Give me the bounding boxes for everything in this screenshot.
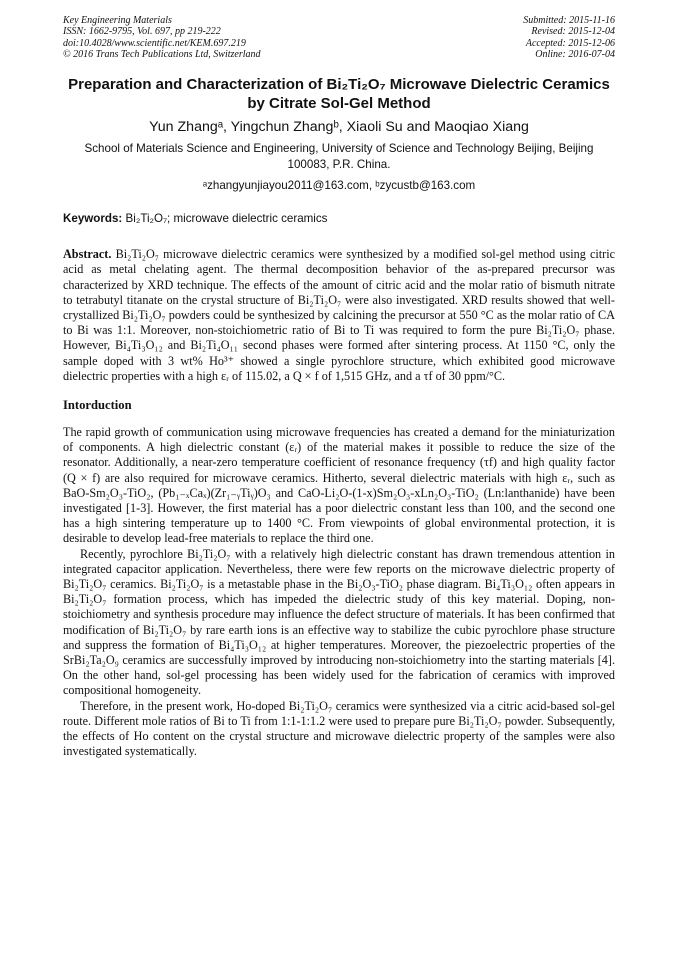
paper-title: Preparation and Characterization of Bi₂Ti₂O₇ Microwave Dielectric Ceramics by Citrate Sol-Gel Method <box>68 76 610 113</box>
abstract-text: Bi₂Ti₂O₇ microwave dielectric ceramics were synthesized by a modified sol-gel method using citric acid as metal chelating agent. The thermal decomposition behavior of the as-prepared precursor was characterized by XRD technique. The effects of the amount of citric acid and the molar ratio of bismuth nitrate to tetrabutyl titanate on the crystal structure of Bi₂Ti₂O₇ were also investigated. XRD results showed that well-crystallized Bi₂Ti₂O₇ powders could be synthesized by calcining the precursor at 550 °C as the molar ratio of CA to Bi was 1:1. Moreover, non-stoichiometric ratio of Bi to Ti was required to form the pure Bi₂Ti₂O₇ phase. However, Bi₄Ti₃O₁₂ and Bi₂Ti₄O₁₁ second phases were formed after sintering process. At 1150 °C, only the sample doped with 3 wt% Ho³⁺ showed a single pyrochlore structure, which exhibited good microwave dielectric properties with a high εᵣ of 115.02, a Q × f of 1,515 GHz, and a τf of 30 ppm/°C. <box>63 247 615 383</box>
abstract <box>63 247 615 384</box>
paper-page <box>63 15 615 759</box>
revised-date: Revised: 2015-12-04 <box>531 26 615 38</box>
copyright-line: © 2016 Trans Tech Publications Ltd, Switzerland <box>63 48 261 60</box>
keywords <box>63 212 615 226</box>
keywords-label: Keywords: <box>63 212 123 226</box>
keywords-text: Bi₂Ti₂O₇; microwave dielectric ceramics <box>125 212 328 226</box>
journal-name: Key Engineering Materials <box>63 15 172 26</box>
author-list: Yun Zhangᵃ, Yingchun Zhangᵇ, Xiaoli Su and Maoqiao Xiang <box>149 119 529 136</box>
intro-paragraph-1: The rapid growth of communication using microwave frequencies has created a demand for the miniaturization of components. A high dielectric constant (εᵣ) of the material makes it possible to reduce the size of the resonator. Additionally, a near-zero temperature coefficient of resonance frequency (τf) and high quality factor (Q × f) are also required for microwave ceramics. Hitherto, several dielectric materials with high εᵣ, such as BaO-Sm₂O₃-TiO₂, (Pb₁₋ₓCaₓ)(Zr₁₋ᵧTiᵧ)O₃ and CaO-Li₂O-(1-x)Sm₂O₃-xLn₂O₃-TiO₂ (Ln:lanthanide) have been investigated [1-3]. However, the first material has a poor dielectric constant less than 100, and the second one has a high sintering temperature up to 1400 °C. From viewpoints of global environmental protection, it is desirable to develop lead-free materials to replace the third one. <box>63 425 615 546</box>
doi-line: doi:10.4028/www.scientific.net/KEM.697.219 <box>63 37 246 49</box>
abstract-label: Abstract. <box>63 247 112 262</box>
journal-info <box>63 15 261 60</box>
intro-paragraph-2: Recently, pyrochlore Bi₂Ti₂O₇ with a relatively high dielectric constant has drawn tremendous attention in integrated capacitor application. Nevertheless, there were few reports on the microwave dielectric property of Bi₂Ti₂O₇ ceramics. Bi₂Ti₂O₇ is a metastable phase in the Bi₂O₃-TiO₂ phase diagram. Bi₄Ti₃O₁₂ often appears in Bi₂Ti₂O₇ formation process, which has impeded the dielectric study of this key material. Doping, non-stoichiometry and synthesis procedure may influence the defect structure of materials. It has been confirmed that modification of Bi₂Ti₂O₇ by rare earth ions is an effective way to stabilize the cubic pyrochlore phase structure and suppress the formation of Bi₄Ti₃O₁₂ at higher temperatures. Moreover, the piezoelectric properties of the SrBi₂Ta₂O₉ ceramics are successfully improved by introducing non-stoichiometry into the starting materials [4]. On the other hand, sol-gel processing has been widely used for the fabrication of ceramics with improved compositional homogeneity. <box>63 546 615 698</box>
intro-paragraph-3: Therefore, in the present work, Ho-doped Bi₂Ti₂O₇ ceramics were synthesized via a citric acid-based sol-gel route. Different mole ratios of Bi to Ti from 1:1-1:1.2 were used to prepare pure Bi₂Ti₂O₇ powder. Subsequently, the effects of Ho content on the crystal structure and microwave dielectric property of the samples were also investigated systematically. <box>63 698 615 759</box>
publication-header <box>63 15 615 60</box>
section-heading-introduction: Intorduction <box>63 398 132 413</box>
affiliation: School of Materials Science and Engineering, University of Science and Technology Beijing, Beijing 100083, P.R. China. <box>84 142 594 172</box>
submitted-date: Submitted: 2015-11-16 <box>523 15 615 26</box>
accepted-date: Accepted: 2015-12-06 <box>525 37 615 49</box>
online-date: Online: 2016-07-04 <box>535 48 615 60</box>
dates-info <box>523 15 615 60</box>
issn-line: ISSN: 1662-9795, Vol. 697, pp 219-222 <box>63 26 221 38</box>
author-emails: ᵃzhangyunjiayou2011@163.com, ᵇzycustb@163.com <box>202 179 476 193</box>
